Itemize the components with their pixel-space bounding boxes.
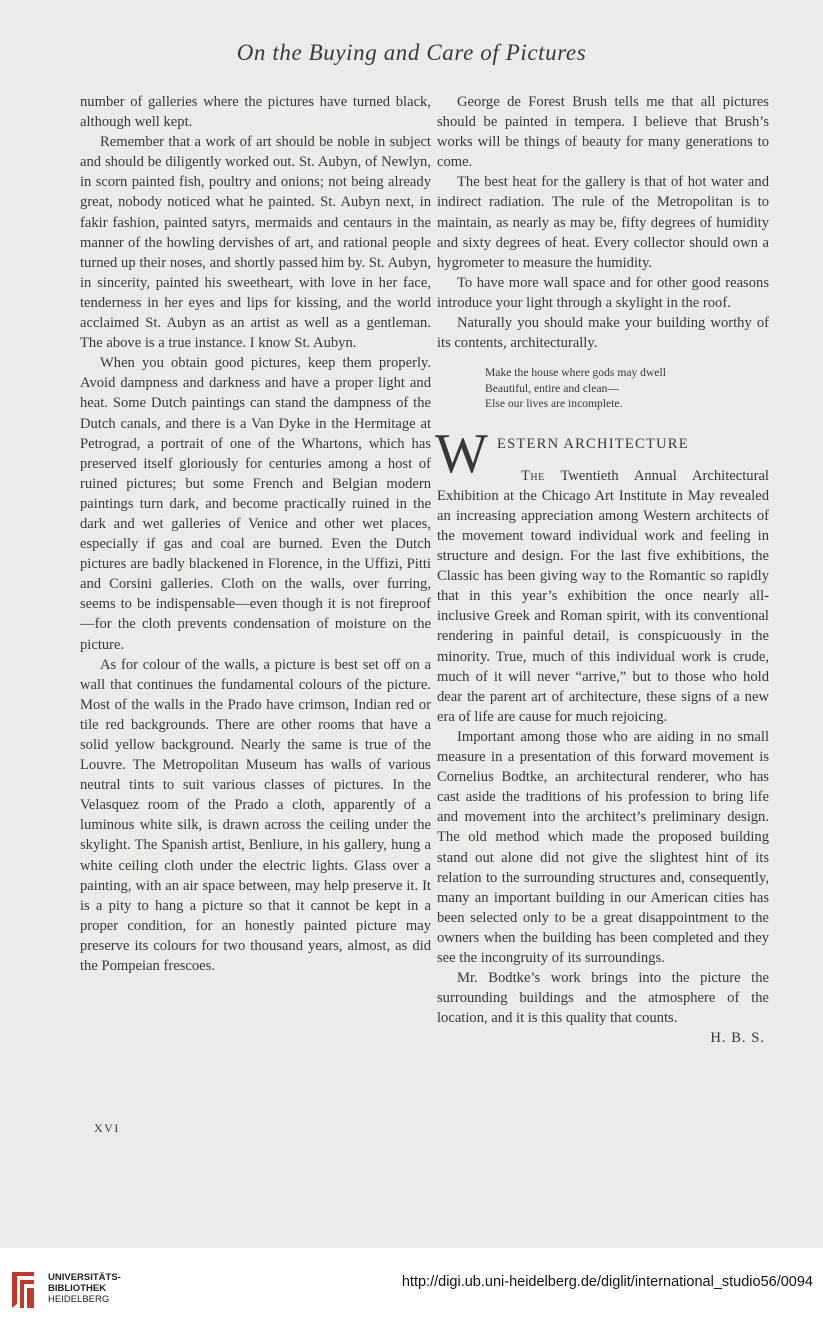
paragraph: To have more wall space and for other good reasons introduce your light through a skylight in the roof.	[437, 274, 769, 311]
paragraph: The best heat for the gallery is that of hot water and indirect radiation. The rule of the Metropolitan is to maintain, as nearly as may be, fifty degrees of humidity and sixty degrees of heat. Every collector should own a hygrometer to measure the humidity.	[437, 174, 769, 271]
paragraph-text: Twentieth Annual Architectural Exhibition at the Chicago Art Institute in May revealed an increasing appreciation among Western architects of the movement toward individual work and feeling in structure and design. For the last five exhibitions, the Classic has been giving way to the Romantic so rapidly that in this year’s exhibition the once nearly all-inclusive Greek and Roman spirit, with its conventional rendering in painful detail, is conspicuously in the minority. True, much of this individual work is crude, much of it will never “arrive,” but to those who hold dear the parent art of architecture, these signs of a new era of life are cause for much rejoicing.	[437, 467, 769, 725]
paragraph	[437, 466, 769, 727]
paragraph: Naturally you should make your building worthy of its contents, architecturally.	[437, 315, 769, 352]
paragraph: Important among those who are aiding in no small measure in a presentation of this forward movement is Cornelius Bodtke, an architectural renderer, who has cast aside the traditions of his profession to bring life and movement into the architect’s preliminary design. The old method which made the proposed building stand out alone did not give the slightest hint of its relation to the surrounding structures and, consequently, many an important building in our American cities has been selected only to be a great disappointment to the owners when the building has been completed and they see the incongruity of its surroundings.	[437, 728, 769, 966]
library-line: UNIVERSITÄTS-	[48, 1272, 121, 1283]
section-title: ESTERN ARCHITECTURE	[497, 435, 689, 452]
right-column	[437, 92, 769, 1048]
library-name	[48, 1272, 121, 1305]
library-line: HEIDELBERG	[48, 1294, 110, 1305]
running-title: On the Buying and Care of Pictures	[236, 40, 587, 65]
digitization-footer	[0, 1248, 823, 1322]
paragraph: number of galleries where the pictures have turned black, although well kept.	[80, 94, 431, 131]
paragraph: George de Forest Brush tells me that all pictures should be painted in tempera. I believe that Brush’s works will be things of beauty for many generations to come.	[437, 94, 769, 171]
source-url-link[interactable]: http://digi.ub.uni-heidelberg.de/diglit/international_studio56/0094	[401, 1274, 813, 1290]
library-logo-icon	[8, 1270, 38, 1310]
library-line: BIBLIOTHEK	[48, 1283, 107, 1294]
author-signature: H. B. S.	[710, 1030, 765, 1047]
section-heading	[435, 422, 769, 485]
verse-line: Beautiful, entire and clean—	[485, 381, 619, 395]
left-column	[80, 92, 431, 976]
verse-quote	[485, 365, 769, 412]
paragraph: As for colour of the walls, a picture is best set off on a wall that continues the fundamental colours of the picture. Most of the walls in the Prado have crimson, Indian red or tile red backgrounds. There are other rooms that have a solid yellow background. Nearly the same is true of the Louvre. The Metropolitan Museum has walls of various neutral tints to suit various classes of pictures. In the Velasquez room of the Prado a cloth, apparently of a luminous white silk, is drawn across the ceiling under the skylight. The Spanish artist, Benliure, in his gallery, hung a white ceiling cloth under the electric lights. Glass over a painting, with an air space between, may help preserve it. It is a pity to hang a picture so that it cannot be kept in a proper condition, for an honestly painted picture may preserve its colours for two thousand years, almost, as did the Pompeian frescoes.	[80, 656, 431, 975]
paragraph: Mr. Bodtke’s work brings into the picture the surrounding buildings and the atmosphere of the location, and it is this quality that counts.	[437, 970, 769, 1027]
drop-cap: W	[435, 422, 488, 485]
paragraph: Remember that a work of art should be noble in subject and should be diligently worked out. St. Aubyn, of Newlyn, in scorn painted fish, poultry and onions; not being already great, nobody noticed what he painted. St. Aubyn next, in fakir fashion, painted satyrs, mermaids and centaurs in the manner of the howling dervishes of art, and rational people turned up their noses, and shortly passed him by. St. Aubyn, in sincerity, painted his sweetheart, with love in her face, tenderness in her eyes and lips for kissing, and the world acclaimed St. Aubyn as an artist as well as a gentleman. The above is a true instance. I know St. Aubyn.	[80, 134, 431, 352]
lead-words: The	[521, 467, 545, 484]
paragraph: When you obtain good pictures, keep them properly. Avoid dampness and darkness and have a proper light and heat. Some Dutch paintings can stand the dampness of the Dutch canals, and there is a Van Dyke in the Hermitage at Petrograd, a portrait of one of the Whartons, which has preserved itself gloriously for centuries among a host of ruined pictures; but some French and Belgian modern paintings turn dark, and become practically ruined in the dark and wet galleries of Venice and other wet places, especially if gas and coal are burned. Even the Dutch pictures are badly blackened in Florence, in the Uffizi, Pitti and Corsini galleries. Cloth on the walls, over furring, seems to be indispensable—even though it is not fireproof—for the cloth prevents condensation of moisture on the picture.	[80, 355, 431, 653]
verse-line: Else our lives are incomplete.	[485, 397, 623, 411]
page-number: XVI	[94, 1121, 120, 1135]
verse-line: Make the house where gods may dwell	[485, 366, 666, 380]
